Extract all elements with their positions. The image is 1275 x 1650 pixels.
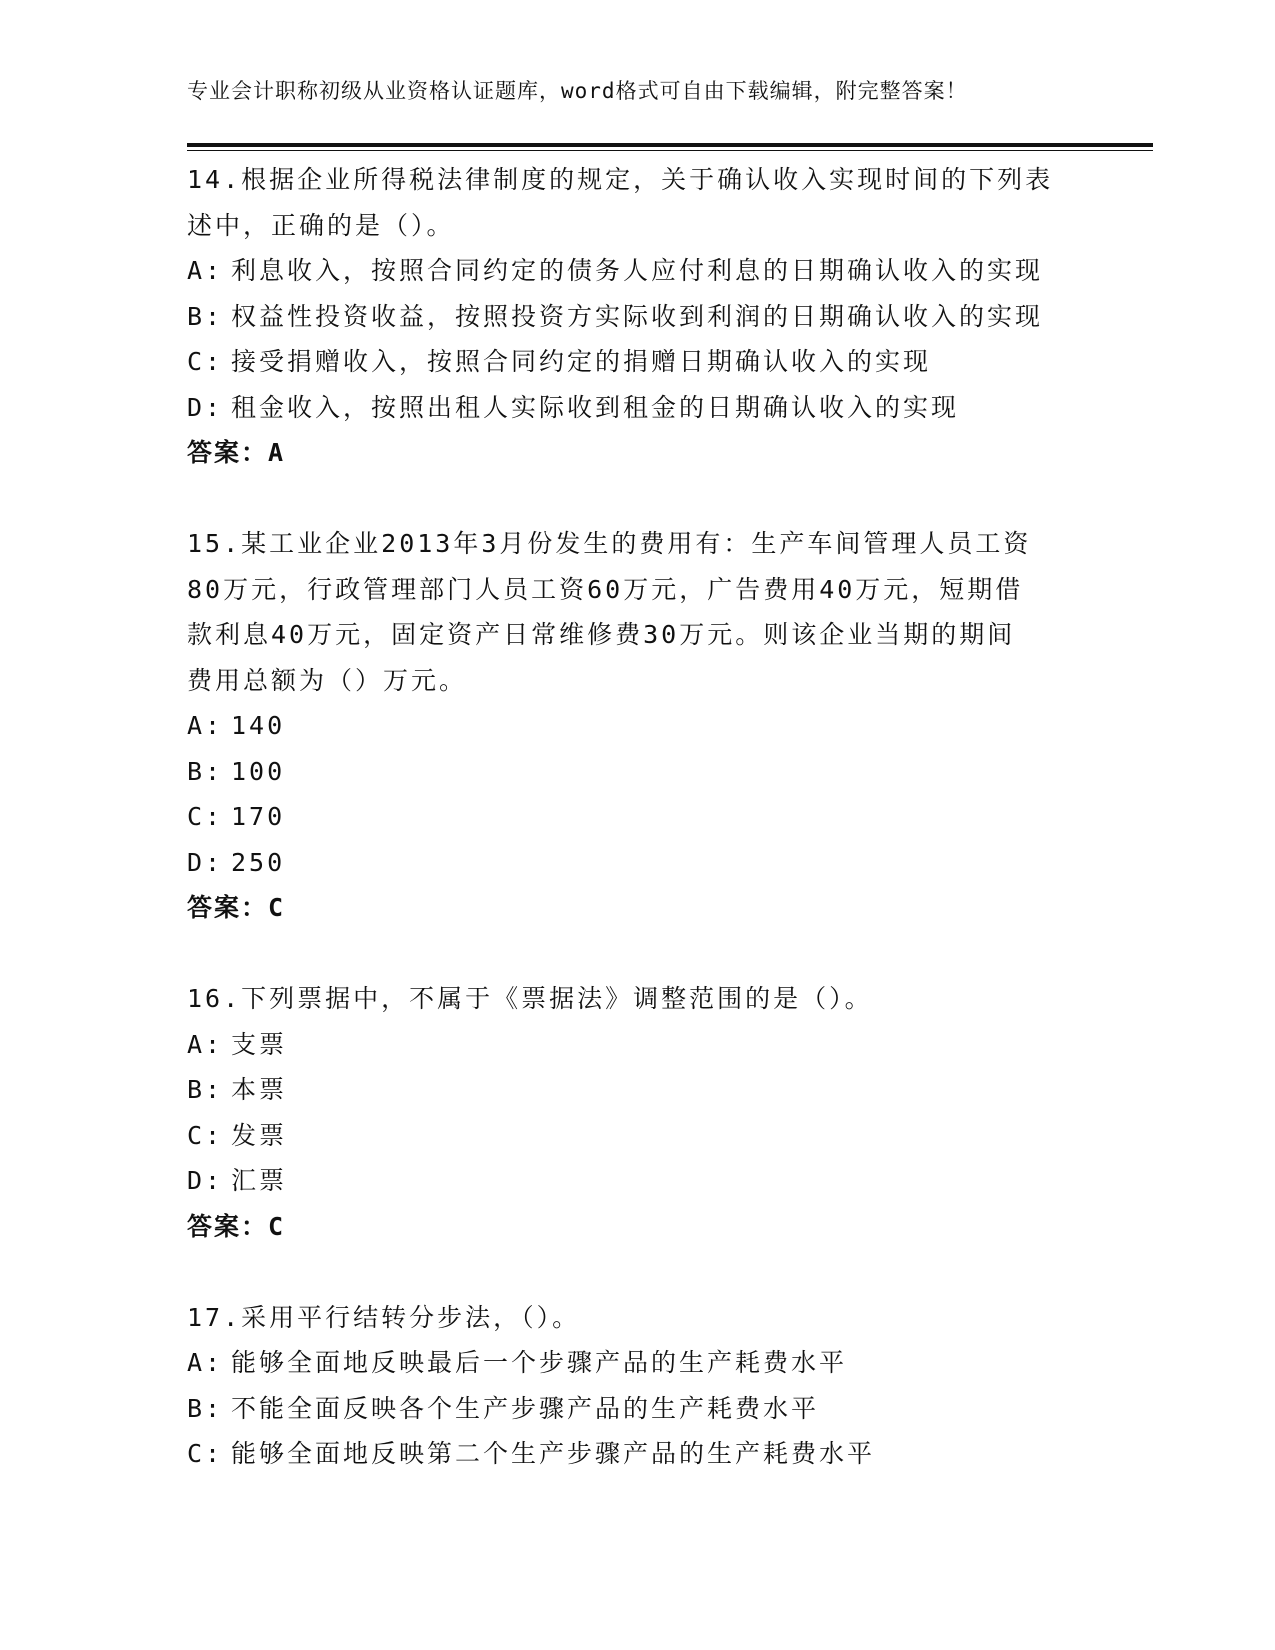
option-key: C: (187, 1439, 224, 1468)
option-key: C: (187, 347, 224, 376)
option-c (187, 794, 1087, 840)
option-key: B: (187, 1393, 224, 1423)
option-key: C: (187, 1120, 224, 1150)
option-key: D: (187, 847, 224, 877)
option-text: 能够全面地反映最后一个步骤产品的生产耗费水平 (231, 1348, 848, 1377)
option-key: A: (187, 256, 224, 285)
option-text: 140 (231, 711, 286, 740)
option-text: 170 (231, 802, 286, 831)
option-b (187, 749, 1087, 795)
option-text: 不能全面反映各个生产步骤产品的生产耗费水平 (231, 1393, 820, 1423)
option-text: 租金收入，按照出租人实际收到租金的日期确认收入的实现 (231, 392, 960, 422)
header-rule-thin (187, 150, 1153, 151)
option-key: A: (187, 711, 224, 740)
option-a (187, 1340, 1087, 1386)
option-text: 支票 (231, 1029, 288, 1059)
answer-line: 答案：A (187, 438, 286, 467)
option-text: 发票 (231, 1120, 288, 1150)
question-stem-line: 80万元，行政管理部门人员工资60万元，广告费用40万元，短期借 (187, 574, 1024, 604)
option-text: 能够全面地反映第二个生产步骤产品的生产耗费水平 (231, 1439, 876, 1468)
question-stem-line: 17.采用平行结转分步法，（）。 (187, 1302, 581, 1332)
option-d (187, 840, 1087, 886)
spacer (187, 931, 1087, 977)
option-d (187, 1158, 1087, 1204)
option-b (187, 1386, 1087, 1432)
question-stem-line: 14.根据企业所得税法律制度的规定，关于确认收入实现时间的下列表 (187, 165, 1054, 194)
option-a (187, 1022, 1087, 1068)
option-a (187, 248, 1087, 294)
answer-line: 答案：C (187, 1211, 286, 1241)
question-stem-line: 15.某工业企业2013年3月份发生的费用有：生产车间管理人员工资 (187, 529, 1032, 558)
option-text: 接受捐赠收入，按照合同约定的捐赠日期确认收入的实现 (231, 347, 932, 376)
question-17 (187, 1295, 1087, 1477)
option-c (187, 339, 1087, 385)
option-key: B: (187, 1075, 224, 1104)
option-d (187, 385, 1087, 431)
header-rule-thick (187, 143, 1153, 147)
option-c (187, 1431, 1087, 1477)
question-stem-line: 述中，正确的是（）。 (187, 210, 455, 240)
option-a (187, 703, 1087, 749)
question-stem-line: 16.下列票据中，不属于《票据法》调整范围的是（）。 (187, 984, 873, 1013)
option-text: 100 (231, 756, 286, 786)
page-header: 专业会计职称初级从业资格认证题库，word格式可自由下载编辑，附完整答案！ (187, 79, 968, 103)
option-text: 本票 (231, 1075, 288, 1104)
option-text: 汇票 (231, 1166, 288, 1195)
option-b (187, 1067, 1087, 1113)
option-key: A: (187, 1029, 224, 1059)
question-list (187, 157, 1087, 1477)
option-key: D: (187, 1166, 224, 1195)
option-text: 250 (231, 847, 286, 877)
question-16 (187, 976, 1087, 1249)
option-key: C: (187, 802, 224, 831)
option-b (187, 294, 1087, 340)
question-14 (187, 157, 1087, 476)
option-key: B: (187, 301, 224, 331)
question-stem-line: 费用总额为（）万元。 (187, 665, 468, 695)
answer-line: 答案：C (187, 893, 286, 922)
spacer (187, 476, 1087, 522)
option-text: 利息收入，按照合同约定的债务人应付利息的日期确认收入的实现 (231, 256, 1044, 285)
option-key: A: (187, 1348, 224, 1377)
option-c (187, 1113, 1087, 1159)
option-key: D: (187, 392, 224, 422)
spacer (187, 1249, 1087, 1295)
question-15 (187, 521, 1087, 931)
option-key: B: (187, 756, 224, 786)
option-text: 权益性投资收益，按照投资方实际收到利润的日期确认收入的实现 (231, 301, 1044, 331)
question-stem-line: 款利息40万元，固定资产日常维修费30万元。则该企业当期的期间 (187, 620, 1016, 649)
